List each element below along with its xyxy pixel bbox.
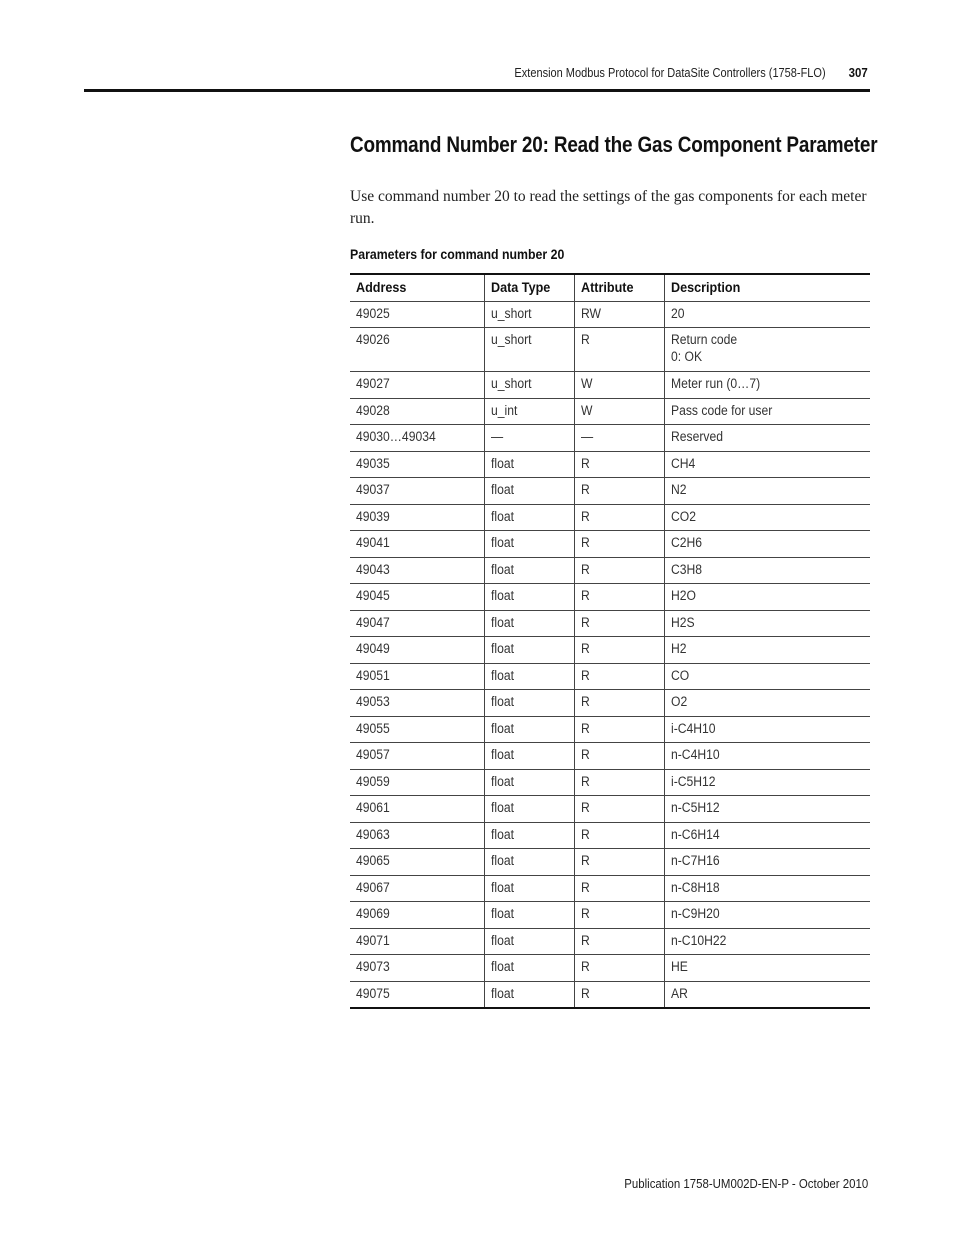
- address-cell: 49026: [350, 328, 484, 372]
- attribute-cell: R: [574, 637, 664, 664]
- data-type-cell: float: [484, 796, 574, 823]
- column-header-address: Address: [356, 279, 407, 295]
- attribute-cell: R: [574, 928, 664, 955]
- attribute-cell: R: [574, 902, 664, 929]
- data-type-cell: u_short: [484, 372, 574, 399]
- description-cell: H2S: [664, 610, 870, 637]
- data-type-cell: float: [484, 769, 574, 796]
- table-row: [350, 955, 870, 982]
- address-cell: 49025: [350, 301, 484, 328]
- address-cell: 49030…49034: [350, 425, 484, 452]
- table-row: [350, 398, 870, 425]
- address-cell: 49069: [350, 902, 484, 929]
- description-cell: O2: [664, 690, 870, 717]
- description-cell: n-C8H18: [664, 875, 870, 902]
- description-cell: C3H8: [664, 557, 870, 584]
- data-type-cell: float: [484, 478, 574, 505]
- data-type-cell: float: [484, 690, 574, 717]
- address-cell: 49037: [350, 478, 484, 505]
- data-type-cell: float: [484, 716, 574, 743]
- attribute-cell: R: [574, 796, 664, 823]
- description-cell: n-C9H20: [664, 902, 870, 929]
- description-cell: Reserved: [664, 425, 870, 452]
- table-row: [350, 928, 870, 955]
- description-cell: N2: [664, 478, 870, 505]
- attribute-cell: R: [574, 557, 664, 584]
- intro-paragraph: Use command number 20 to read the settings of the gas components for each meter run.: [350, 188, 867, 227]
- table-row: [350, 769, 870, 796]
- address-cell: 49047: [350, 610, 484, 637]
- attribute-cell: R: [574, 663, 664, 690]
- attribute-cell: RW: [574, 301, 664, 328]
- description-cell: i-C4H10: [664, 716, 870, 743]
- table-row: [350, 796, 870, 823]
- attribute-cell: R: [574, 531, 664, 558]
- data-type-cell: float: [484, 504, 574, 531]
- address-cell: 49028: [350, 398, 484, 425]
- table-header-row: [350, 274, 870, 301]
- address-cell: 49051: [350, 663, 484, 690]
- description-cell: [664, 328, 870, 372]
- attribute-cell: R: [574, 849, 664, 876]
- attribute-cell: R: [574, 584, 664, 611]
- attribute-cell: —: [574, 425, 664, 452]
- attribute-cell: R: [574, 478, 664, 505]
- description-cell: AR: [664, 981, 870, 1008]
- data-type-cell: float: [484, 637, 574, 664]
- data-type-cell: float: [484, 557, 574, 584]
- data-type-cell: float: [484, 531, 574, 558]
- data-type-cell: u_short: [484, 328, 574, 372]
- data-type-cell: float: [484, 743, 574, 770]
- attribute-cell: R: [574, 955, 664, 982]
- table-body: [350, 301, 870, 1008]
- address-cell: 49039: [350, 504, 484, 531]
- table-row: [350, 902, 870, 929]
- table-row: [350, 610, 870, 637]
- publication-footer: Publication 1758-UM002D-EN-P - October 2010: [624, 1176, 868, 1191]
- table-row: [350, 504, 870, 531]
- attribute-cell: W: [574, 372, 664, 399]
- attribute-cell: R: [574, 769, 664, 796]
- description-cell: HE: [664, 955, 870, 982]
- attribute-cell: W: [574, 398, 664, 425]
- table-row: [350, 425, 870, 452]
- header-rule: [84, 89, 870, 92]
- table-row: [350, 822, 870, 849]
- attribute-cell: R: [574, 451, 664, 478]
- attribute-cell: R: [574, 743, 664, 770]
- address-cell: 49071: [350, 928, 484, 955]
- description-cell: Pass code for user: [664, 398, 870, 425]
- description-line: 0: OK: [670, 349, 702, 364]
- table-row: [350, 584, 870, 611]
- attribute-cell: R: [574, 610, 664, 637]
- description-cell: H2: [664, 637, 870, 664]
- description-cell: i-C5H12: [664, 769, 870, 796]
- address-cell: 49063: [350, 822, 484, 849]
- description-cell: n-C7H16: [664, 849, 870, 876]
- description-line: Return code: [670, 332, 737, 347]
- description-cell: 20: [664, 301, 870, 328]
- address-cell: 49041: [350, 531, 484, 558]
- table-row: [350, 451, 870, 478]
- data-type-cell: float: [484, 928, 574, 955]
- data-type-cell: float: [484, 451, 574, 478]
- data-type-cell: float: [484, 849, 574, 876]
- attribute-cell: R: [574, 875, 664, 902]
- table-row: [350, 478, 870, 505]
- description-cell: n-C6H14: [664, 822, 870, 849]
- address-cell: 49073: [350, 955, 484, 982]
- running-header: Extension Modbus Protocol for DataSite Controllers (1758-FLO): [514, 66, 826, 80]
- description-cell: Meter run (0…7): [664, 372, 870, 399]
- table-row: [350, 531, 870, 558]
- column-header-attribute: Attribute: [574, 274, 664, 301]
- description-cell: n-C5H12: [664, 796, 870, 823]
- table-caption: Parameters for command number 20: [350, 246, 565, 262]
- address-cell: 49061: [350, 796, 484, 823]
- data-type-cell: float: [484, 875, 574, 902]
- attribute-cell: R: [574, 328, 664, 372]
- address-cell: 49053: [350, 690, 484, 717]
- attribute-cell: R: [574, 981, 664, 1008]
- table-row: [350, 716, 870, 743]
- data-type-cell: float: [484, 610, 574, 637]
- address-cell: 49055: [350, 716, 484, 743]
- table-row: [350, 743, 870, 770]
- table-row: [350, 875, 870, 902]
- address-cell: 49075: [350, 981, 484, 1008]
- attribute-cell: R: [574, 690, 664, 717]
- address-cell: 49049: [350, 637, 484, 664]
- column-header-description: Description: [664, 274, 870, 301]
- data-type-cell: float: [484, 822, 574, 849]
- description-cell: n-C4H10: [664, 743, 870, 770]
- data-type-cell: float: [484, 584, 574, 611]
- address-cell: 49065: [350, 849, 484, 876]
- column-header-data-type: Data Type: [484, 274, 574, 301]
- table-row: [350, 301, 870, 328]
- data-type-cell: float: [484, 955, 574, 982]
- address-cell: 49057: [350, 743, 484, 770]
- attribute-cell: R: [574, 716, 664, 743]
- data-type-cell: float: [484, 902, 574, 929]
- table-row: [350, 690, 870, 717]
- table-row: [350, 663, 870, 690]
- description-cell: CH4: [664, 451, 870, 478]
- section-title: Command Number 20: Read the Gas Component Parameter: [350, 132, 878, 157]
- table-row: [350, 372, 870, 399]
- description-cell: CO: [664, 663, 870, 690]
- description-cell: CO2: [664, 504, 870, 531]
- attribute-cell: R: [574, 822, 664, 849]
- data-type-cell: u_int: [484, 398, 574, 425]
- parameters-table: [350, 273, 870, 1009]
- address-cell: 49045: [350, 584, 484, 611]
- table-row: [350, 557, 870, 584]
- address-cell: 49035: [350, 451, 484, 478]
- table-row: [350, 981, 870, 1008]
- address-cell: 49067: [350, 875, 484, 902]
- description-cell: H2O: [664, 584, 870, 611]
- address-cell: 49027: [350, 372, 484, 399]
- table-row: [350, 637, 870, 664]
- description-cell: C2H6: [664, 531, 870, 558]
- data-type-cell: float: [484, 981, 574, 1008]
- data-type-cell: u_short: [484, 301, 574, 328]
- description-cell: n-C10H22: [664, 928, 870, 955]
- address-cell: 49059: [350, 769, 484, 796]
- data-type-cell: float: [484, 663, 574, 690]
- table-row: [350, 849, 870, 876]
- attribute-cell: R: [574, 504, 664, 531]
- table-row: [350, 328, 870, 372]
- address-cell: 49043: [350, 557, 484, 584]
- page-number: 307: [848, 65, 868, 80]
- data-type-cell: —: [484, 425, 574, 452]
